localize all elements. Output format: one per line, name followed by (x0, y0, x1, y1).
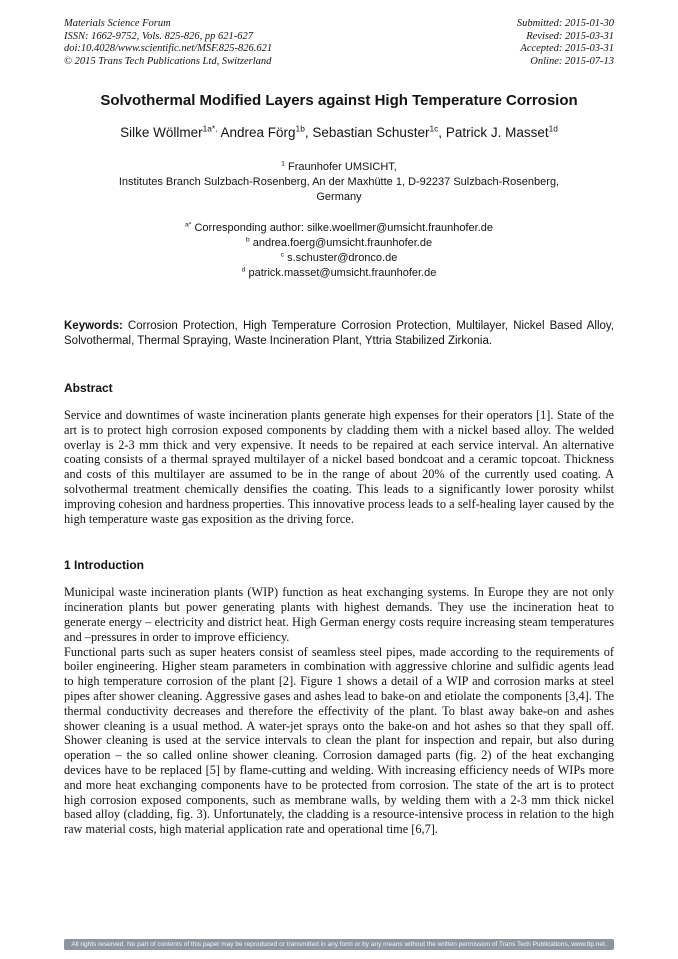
journal-header (64, 18, 614, 68)
author-superscript: 1c (429, 123, 439, 134)
footer-license-text: All rights reserved. No part of contents of this paper may be reproduced or transmitted in any form or by any means without the written permission of Trans Tech Publications, www.ttp.net. (71, 941, 607, 948)
journal-name: Materials Science Forum (64, 18, 171, 29)
email-superscript: c (280, 251, 285, 259)
email-superscript: a* (184, 221, 192, 229)
email-superscript: b (245, 236, 250, 244)
issn-line: ISSN: 1662-9752, Vols. 825-826, pp 621-627 (64, 30, 253, 42)
author-name: Andrea Förg (220, 125, 296, 140)
introduction-heading: 1 Introduction (64, 558, 144, 573)
footer-license-bar (64, 939, 614, 950)
author-separator: , (438, 125, 446, 140)
email-line (64, 221, 614, 236)
author (446, 125, 558, 140)
author-superscript: 1d (548, 123, 558, 134)
keywords-text: Corrosion Protection, High Temperature Corrosion Protection, Multilayer, Nickel Based Alloy, Solvothermal, Thermal Spraying, Waste Incineration Plant, Yttria Stabilized Zirkonia. (64, 320, 614, 347)
email-text: patrick.masset@umsicht.fraunhofer.de (245, 267, 437, 279)
abstract-paragraph: Service and downtimes of waste incineration plants generate high expenses for their operators [1]. State of the art is to protect high corrosion exposed components by cladding them with a nickel based alloy. The welded overlay is 2-3 mm thick and very expensive. It needs to be repaired at each service interval. An alternative coating consists of a thermal sprayed multilayer of a nickel based bondcoat and a ceramic topcoat. Thickness and costs of this multilayer are assumed to be in the range of about 20% of the currently used coating. A solvothermal treatment chemically densifies the coating. This leads to a significantly lower porosity whilst improving cohesion and hardness properties. This innovative process leads to a self-healing layer caused by the high temperature waste gas exposition as the driving force. (64, 408, 614, 526)
author (312, 125, 445, 140)
email-line (64, 251, 614, 266)
abstract-heading: Abstract (64, 381, 113, 395)
affiliation-line (64, 160, 614, 175)
journal-header-left (64, 18, 272, 68)
author (120, 125, 220, 140)
accepted-date: Accepted: 2015-03-31 (520, 43, 614, 54)
keywords-line (64, 319, 614, 349)
email-text: andrea.foerg@umsicht.fraunhofer.de (249, 237, 433, 249)
affiliation-line: Institutes Branch Sulzbach-Rosenberg, An der Maxhütte 1, D-92237 Sulzbach-Rosenberg, (118, 176, 560, 188)
email-line (64, 236, 614, 251)
author-name: Patrick J. Masset (445, 125, 549, 140)
author (221, 125, 313, 140)
copyright-line: © 2015 Trans Tech Publications Ltd, Switzerland (64, 55, 272, 67)
journal-header-right (517, 18, 614, 68)
email-text: s.schuster@dronco.de (284, 252, 398, 264)
submitted-date: Submitted: 2015-01-30 (516, 18, 614, 29)
email-superscript: d (241, 266, 246, 274)
author-superscript: 1b (295, 123, 305, 134)
paragraph: Functional parts such as super heaters consist of seamless steel pipes, made according to the requirements of boiler engineering. Higher steam parameters in combination with aggressive chlorine and sulfidic agents lead to high temperature corrosion of the plant [2]. Figure 1 shows a detail of a WIP and corrosion marks at steel pipes after shower cleaning. Aggressive gases and ashes lead to bake-on and etiolate the components [3,4]. The thermal conductivity decreases and therefore the effectivity of the plant. To blast away bake-on and ashes shower cleaning is a usual method. A water-jet sprays onto the bake-on and hot ashes so that they spall off. Shower cleaning is used at the service intervals to clean the plant for inspection and repair, but also during operation – the so called online shower cleaning. Corrosion damaged parts (fig. 2) of the heat exchanging devices have to be replaced [5] by flame-cutting and welding. With increasing efficiency needs of WIPs more and more heat exchanging components have to be protected from corrosion. The state of the art is to protect high corrosion exposed components, such as membrane walls, by welding them with a 2-3 mm thick nickel based alloy (cladding, fig. 3). Unfortunately, the cladding is a resource-intensive process in relation to the high raw material costs, high material application rate and operational time [6,7]. (64, 644, 614, 837)
affiliation-block (64, 160, 614, 205)
online-date: Online: 2015-07-13 (530, 55, 614, 67)
doi-line: doi:10.4028/www.scientific.net/MSF.825-826.621 (64, 43, 273, 54)
email-block (64, 221, 614, 281)
author-name: Silke Wöllmer (120, 125, 203, 140)
paper-title: Solvothermal Modified Layers against High Temperature Corrosion (100, 92, 578, 109)
email-text: Corresponding author: silke.woellmer@umsicht.fraunhofer.de (191, 222, 494, 234)
revised-date: Revised: 2015-03-31 (526, 30, 614, 42)
author-name: Sebastian Schuster (312, 125, 430, 140)
affiliation-superscript: 1 (281, 160, 285, 168)
affiliation-institute: Fraunhofer UMSICHT, (284, 161, 397, 173)
paragraph: Municipal waste incineration plants (WIP) function as heat exchanging systems. In Europe they are not only incineration plants but power generating plants with highest demands. They use the incineration heat to generate energy – electricity and district heat. High German energy costs require increasing steam temperatures and –pressures in order to improve efficiency. (64, 585, 614, 644)
author-separator: , (304, 125, 313, 140)
keywords-label: Keywords: (64, 320, 123, 332)
affiliation-line: Germany (316, 191, 362, 203)
author-line (64, 125, 614, 140)
author-superscript: 1a*, (202, 123, 218, 134)
email-line (64, 266, 614, 281)
